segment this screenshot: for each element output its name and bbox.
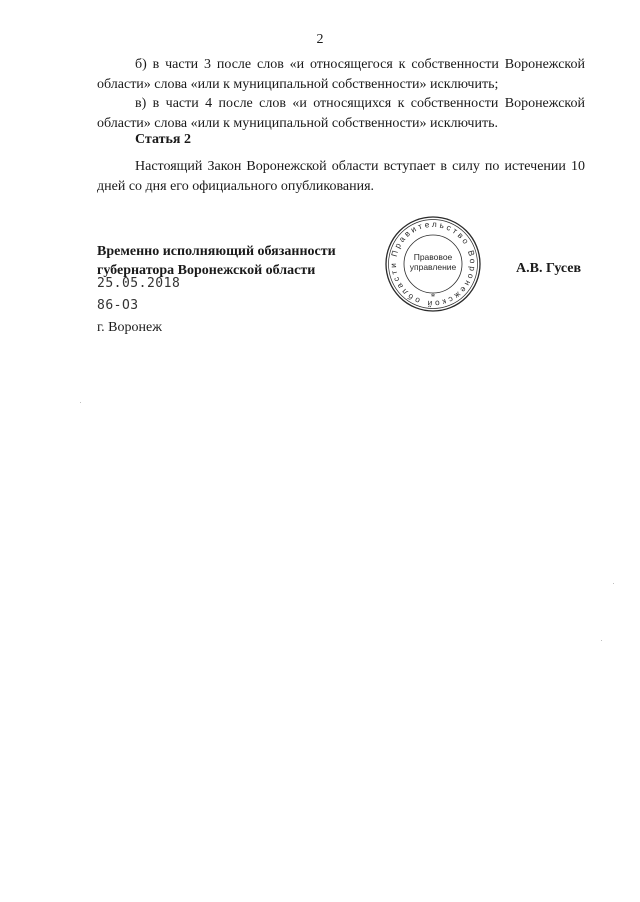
signer-title (97, 242, 336, 280)
official-seal (383, 214, 483, 314)
seal-center-text (383, 252, 483, 272)
article-2-text: Настоящий Закон Воронежской области вступает в силу по истечении 10 дней со дня его официального опубликования. (97, 159, 585, 194)
signer-name: А.В. Гусев (516, 261, 582, 276)
article-2-heading: Статья 2 (135, 132, 191, 147)
scan-speck (613, 583, 614, 584)
law-date: 25.05.2018 (97, 276, 181, 291)
seal-star-icon: * (430, 292, 436, 302)
seal-center-line-1: Правовое (413, 252, 453, 262)
paragraph-v: в) в части 4 после слов «и относящихся к собственности Воронежской области» слова «или к муниципальной собственности» исключить. (97, 96, 585, 131)
signer-title-line-2: губернатора Воронежской области (97, 263, 316, 278)
signer-title-line-1: Временно исполняющий обязанности (97, 244, 336, 259)
law-number: 86-ОЗ (97, 298, 139, 313)
city-name: г. Воронеж (97, 320, 162, 335)
paragraph-b: б) в части 3 после слов «и относящегося к собственности Воронежской области» слова «или к муниципальной собственности» исключить; (97, 57, 585, 92)
scan-speck (601, 640, 602, 641)
seal-ring-text: Правительство Воронежской области (388, 219, 478, 309)
scan-speck (80, 402, 81, 403)
page-number: 2 (316, 32, 324, 47)
seal-center-line-2: управление (409, 262, 457, 272)
